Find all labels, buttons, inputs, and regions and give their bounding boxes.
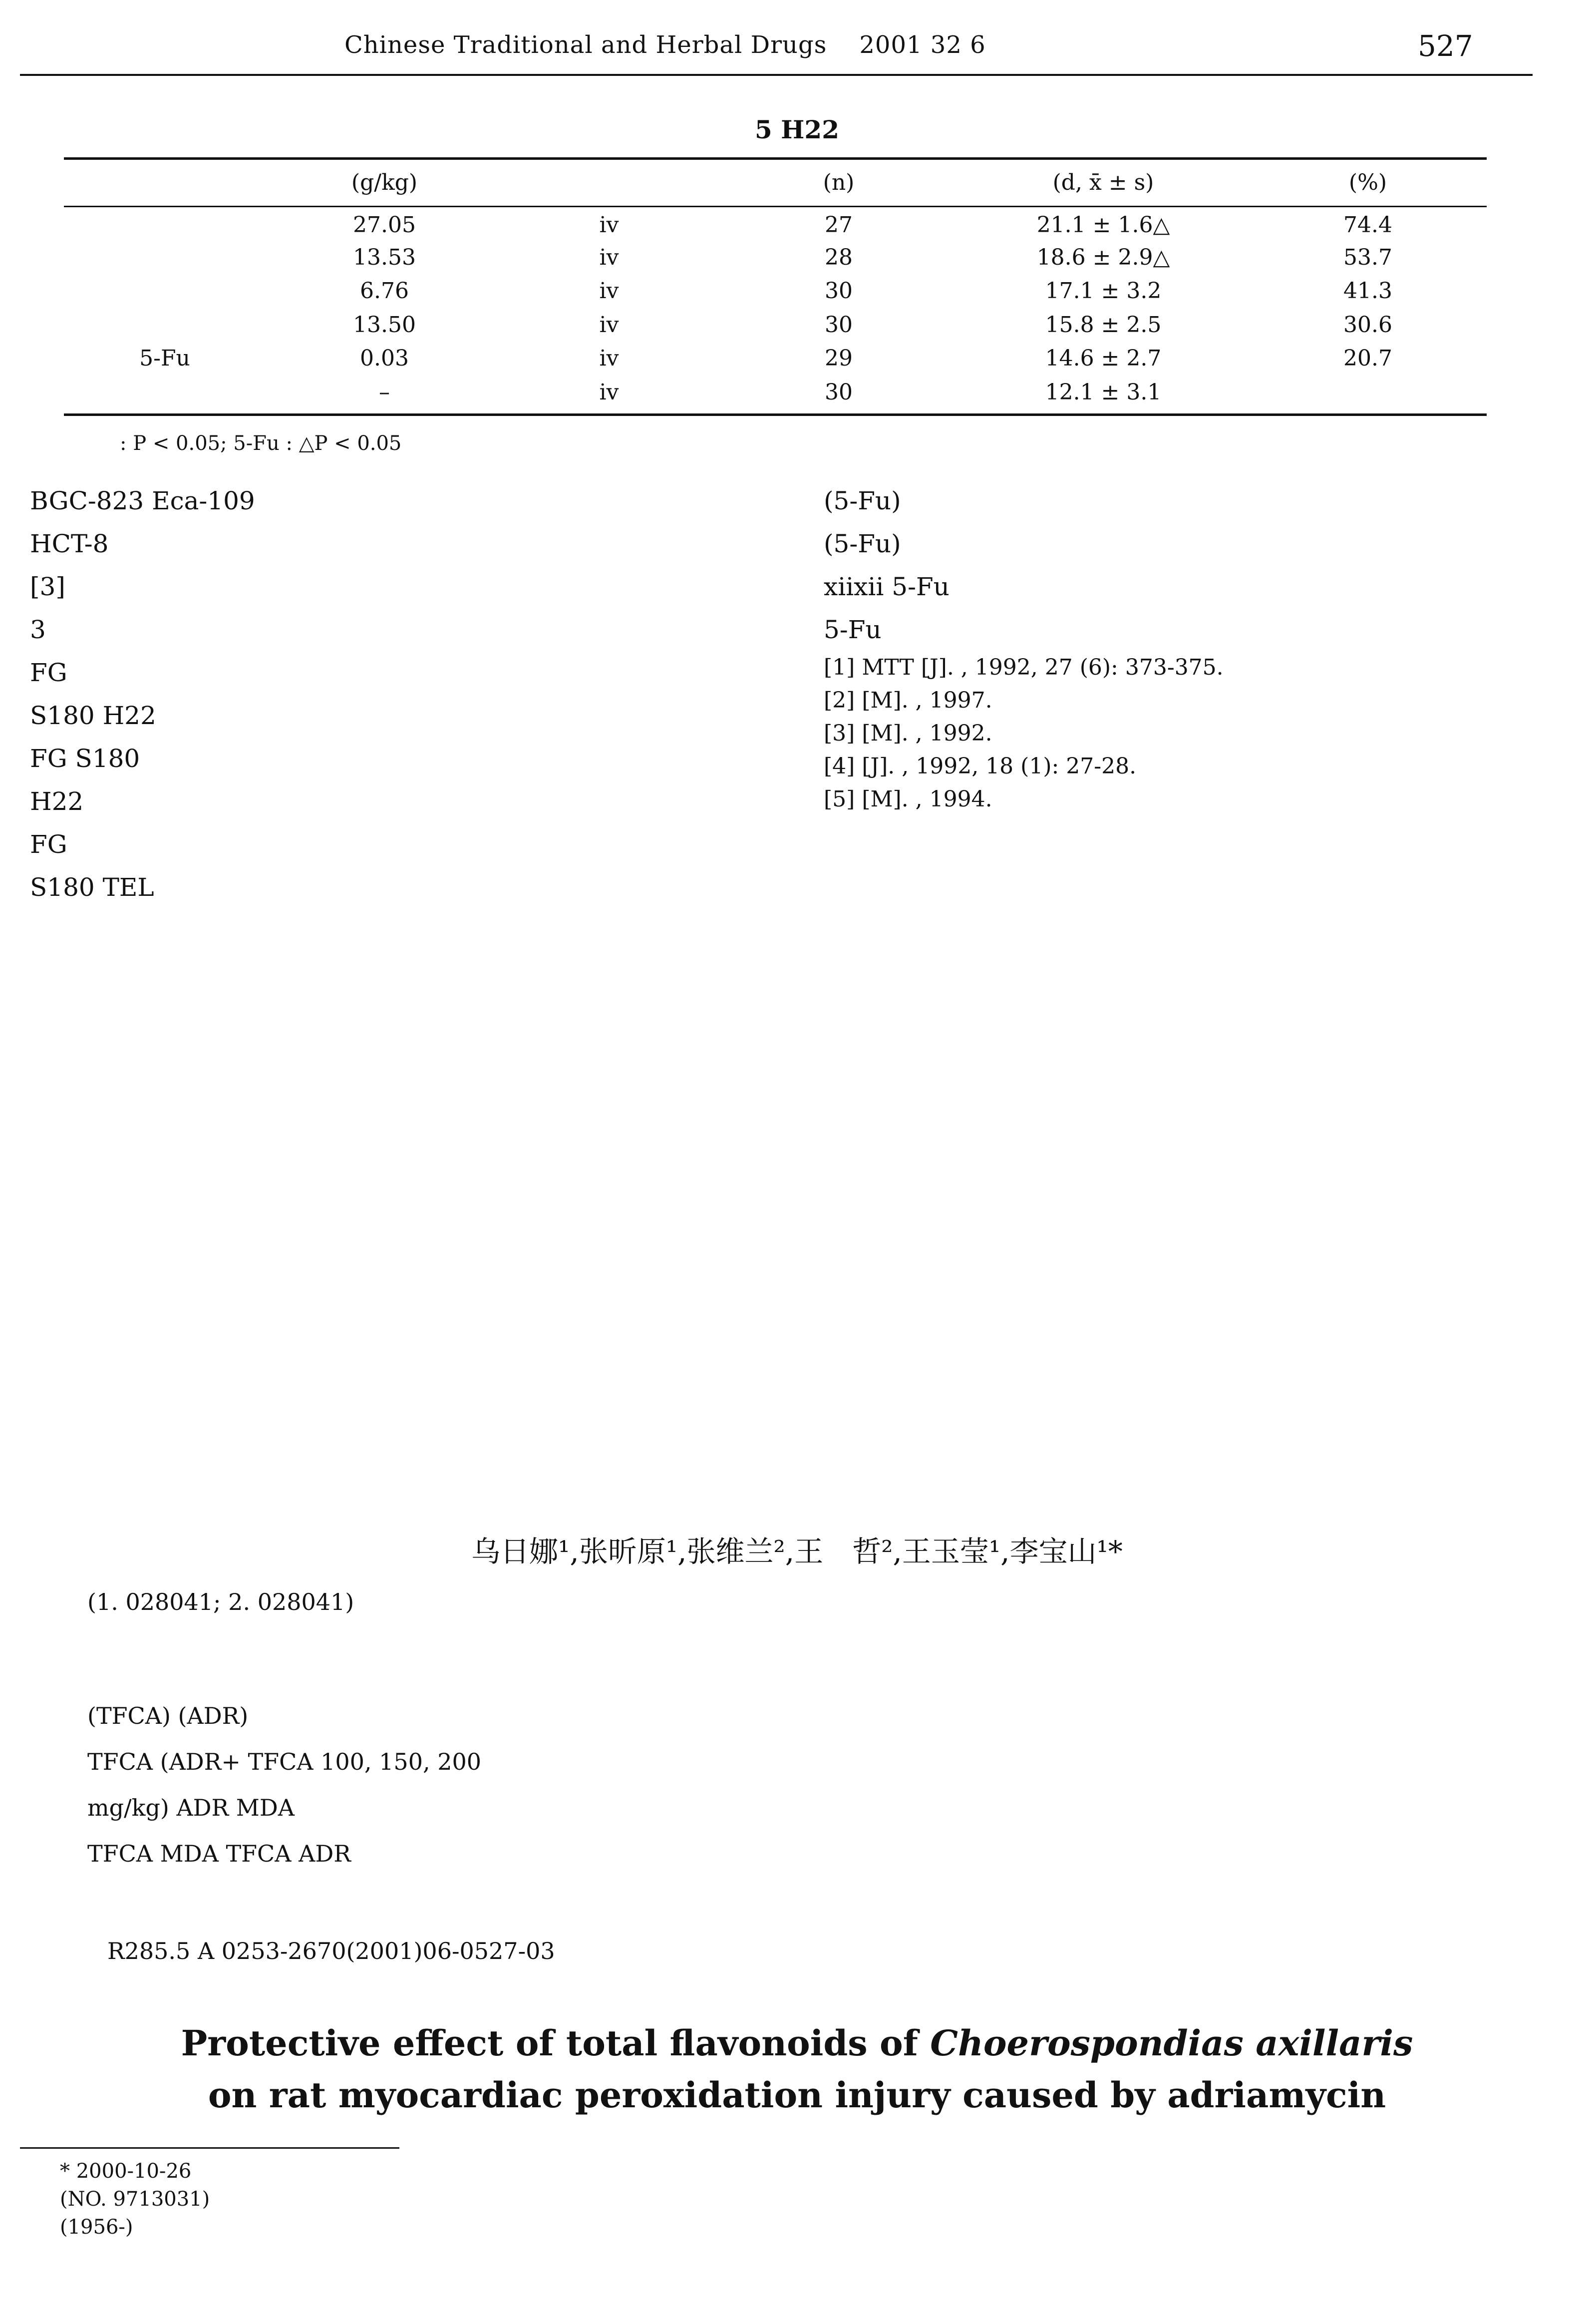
footnotes	[60, 2157, 1508, 2241]
table-cell: 27	[825, 212, 853, 238]
journal-name: Chinese Traditional and Herbal Drugs	[344, 31, 827, 59]
table-cell: iv	[599, 278, 619, 304]
table-cell: 5-Fu	[139, 346, 190, 371]
table-cell: 6.76	[360, 278, 409, 304]
header-rule	[20, 74, 1533, 76]
english-title-line2: on rat myocardiac peroxidation injury caused by adriamycin	[208, 2074, 1386, 2116]
footnote-line: (NO. 9713031)	[60, 2188, 210, 2211]
table-bottom-rule	[64, 413, 1487, 416]
table-cell: 20.7	[1343, 346, 1392, 371]
table-cell: iv	[599, 212, 619, 238]
text-line: 3	[30, 615, 46, 644]
affiliation: (1. 028041; 2. 028041)	[87, 1588, 354, 1615]
reference-item: [1] MTT [J]. , 1992, 27 (6): 373-375.	[824, 655, 1224, 680]
table-cell: 30	[825, 278, 853, 304]
text-line: HCT-8	[30, 529, 109, 558]
table-header-cell: (d, x̄ ± s)	[1052, 170, 1154, 195]
table-top-rule	[64, 157, 1487, 160]
left-column-text	[30, 479, 769, 909]
table-cell: 13.53	[353, 245, 416, 270]
right-column-text	[824, 479, 1563, 816]
abstract-line: (TFCA) (ADR)	[87, 1702, 249, 1729]
text-line: S180 H22	[30, 701, 156, 730]
text-line: S180 TEL	[30, 873, 154, 902]
running-header	[344, 31, 986, 59]
table-cell: iv	[599, 312, 619, 338]
table-cell: 41.3	[1343, 278, 1392, 304]
english-title	[0, 2017, 1594, 2121]
table-cell: 30.6	[1343, 312, 1392, 338]
reference-item: [2] [M]. , 1997.	[824, 688, 992, 713]
text-line: 5-Fu	[824, 615, 882, 644]
text-line: BGC-823 Eca-109	[30, 486, 255, 515]
abstract	[87, 1693, 1510, 1877]
table-cell: 30	[825, 312, 853, 338]
table-cell: 29	[825, 346, 853, 371]
table-cell: 17.1 ± 3.2	[1045, 278, 1162, 304]
text-line: (5-Fu)	[824, 486, 901, 515]
table-caption: 5 H22	[754, 115, 840, 144]
table-header-cell: (g/kg)	[351, 170, 418, 195]
table-cell: 0.03	[360, 346, 409, 371]
table-header-cell: (%)	[1348, 170, 1387, 195]
reference-item: [4] [J]. , 1992, 18 (1): 27-28.	[824, 754, 1137, 779]
table-cell: 13.50	[353, 312, 416, 338]
classification-line: R285.5 A 0253-2670(2001)06-0527-03	[107, 1937, 555, 1964]
table-cell: 30	[825, 380, 853, 405]
table-cell: 14.6 ± 2.7	[1045, 346, 1162, 371]
page-number: 527	[1418, 29, 1473, 63]
table-cell: 21.1 ± 1.6△	[1036, 212, 1170, 238]
text-line: [3]	[30, 572, 65, 601]
abstract-line: mg/kg) ADR MDA	[87, 1794, 295, 1821]
year-volume-issue: 2001 32 6	[859, 31, 986, 59]
english-title-prefix: Protective effect of total flavonoids of	[181, 2022, 931, 2064]
table-cell: iv	[599, 346, 619, 371]
table-header-rule	[64, 206, 1487, 207]
table-cell: –	[379, 380, 390, 405]
table-cell: 74.4	[1343, 212, 1392, 238]
table-cell: 12.1 ± 3.1	[1045, 380, 1162, 405]
abstract-line: TFCA (ADR+ TFCA 100, 150, 200	[87, 1748, 482, 1775]
footnote-rule	[20, 2147, 399, 2149]
text-line: FG S180	[30, 744, 140, 773]
table-cell: iv	[599, 380, 619, 405]
reference-item: [5] [M]. , 1994.	[824, 786, 992, 812]
abstract-line: TFCA MDA TFCA ADR	[87, 1840, 351, 1867]
species-name: Choerospondias axillaris	[930, 2022, 1413, 2064]
table-cell: iv	[599, 245, 619, 270]
text-line: FG	[30, 658, 67, 687]
text-line: FG	[30, 830, 67, 859]
text-line: xiixii 5-Fu	[824, 572, 950, 601]
footnote-line: * 2000-10-26	[60, 2160, 192, 2183]
author-list: 乌日娜¹,张昕原¹,张维兰²,王 哲²,王玉莹¹,李宝山¹*	[471, 1535, 1123, 1568]
table-footnote: : P < 0.05; 5-Fu : △P < 0.05	[120, 432, 402, 455]
table-cell: 15.8 ± 2.5	[1045, 312, 1162, 338]
table-cell: 28	[825, 245, 853, 270]
reference-item: [3] [M]. , 1992.	[824, 721, 992, 746]
text-line: (5-Fu)	[824, 529, 901, 558]
footnote-line: (1956-)	[60, 2216, 133, 2239]
table-cell: 27.05	[353, 212, 416, 238]
table-cell: 53.7	[1343, 245, 1392, 270]
table-header-cell: (n)	[823, 170, 855, 195]
table-cell: 18.6 ± 2.9△	[1036, 245, 1170, 270]
text-line: H22	[30, 787, 84, 816]
